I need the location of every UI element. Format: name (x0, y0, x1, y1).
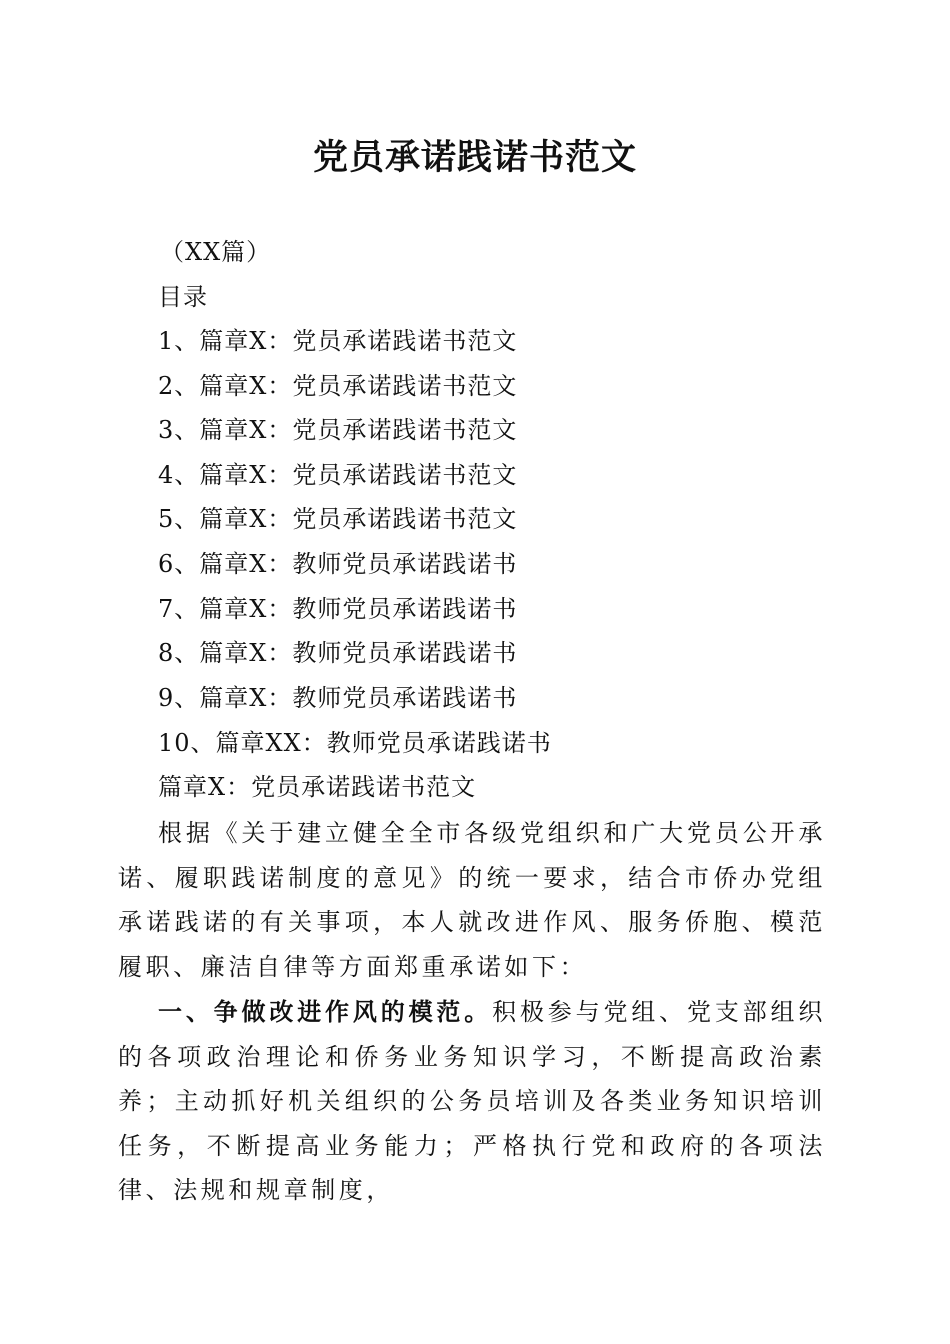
toc-item: 1、篇章X：党员承诺践诺书范文 (158, 327, 518, 355)
toc-item: 8、篇章X：教师党员承诺践诺书 (158, 639, 518, 667)
chapter-heading: 篇章X：党员承诺践诺书范文 (158, 773, 477, 801)
toc-item: 9、篇章X：教师党员承诺践诺书 (158, 684, 518, 712)
section-lead: 一、争做改进作风的模范。 (158, 998, 493, 1026)
body-paragraph (118, 990, 826, 1213)
section-text: 积极参与党组、党支部组织的各项政治理论和侨务业务知识学习，不断提高政治素养；主动抓好机关组织的公务员培训及各类业务知识培训任务，不断提高业务能力；严格执行党和政府的各项法律、法规和规章制度， (118, 998, 826, 1205)
toc-item: 5、篇章X：党员承诺践诺书范文 (158, 505, 518, 533)
toc-item: 10、篇章XX：教师党员承诺践诺书 (158, 729, 552, 757)
toc-item: 6、篇章X：教师党员承诺践诺书 (158, 550, 518, 578)
toc-item: 4、篇章X：党员承诺践诺书范文 (158, 461, 518, 489)
toc-item: 2、篇章X：党员承诺践诺书范文 (158, 372, 518, 400)
body-paragraph: 根据《关于建立健全全市各级党组织和广大党员公开承诺、履职践诺制度的意见》的统一要求，结合市侨办党组承诺践诺的有关事项，本人就改进作风、服务侨胞、模范履职、廉洁自律等方面郑重承诺如下： (118, 819, 826, 981)
toc-heading: 目录 (158, 283, 208, 311)
subtitle: （XX篇） (160, 238, 272, 266)
toc-item: 3、篇章X：党员承诺践诺书范文 (158, 416, 518, 444)
toc-item: 7、篇章X：教师党员承诺践诺书 (158, 595, 518, 623)
document-title: 党员承诺践诺书范文 (312, 137, 637, 178)
